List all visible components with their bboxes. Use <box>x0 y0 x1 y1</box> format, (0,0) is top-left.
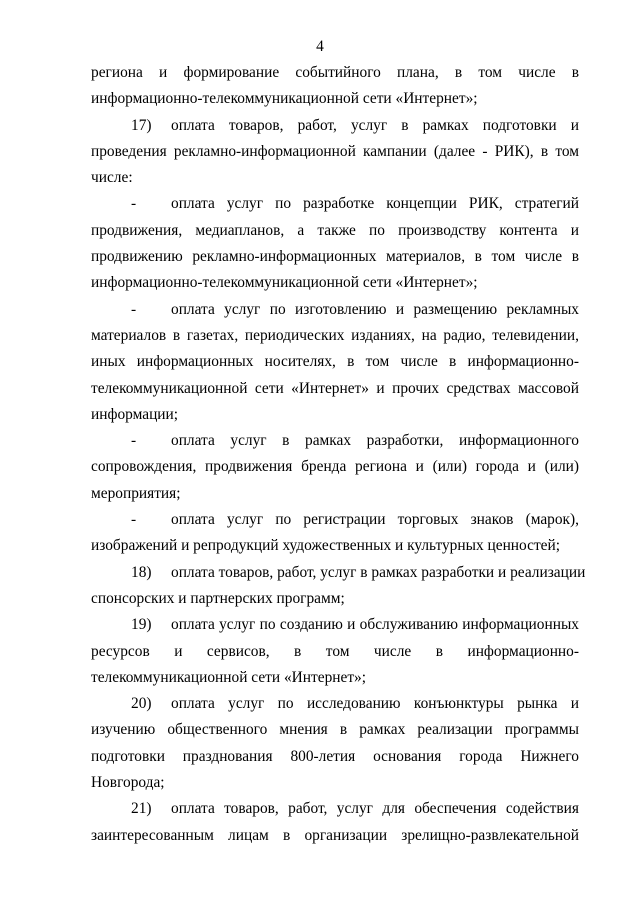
list-item-marker: 20) <box>131 695 152 713</box>
list-item-marker: 17) <box>131 116 152 134</box>
text-line: подготовки празднования 800-летия основания города Нижнего <box>91 747 579 765</box>
text-line: продвижению рекламно-информационных материалов, в том числе в <box>91 248 579 266</box>
list-item-marker: - <box>131 432 137 450</box>
list-item-line <box>91 691 579 717</box>
text-line: информационно-телекоммуникационной сети «Интернет»; <box>91 274 478 292</box>
text-line: изучению общественного мнения в рамках реализации программы <box>91 721 579 739</box>
list-item-marker: - <box>131 300 137 318</box>
list-item-line <box>91 796 579 822</box>
text-line: продвижения, медиапланов, а также по производству контента и <box>91 221 579 239</box>
list-item-line <box>91 612 579 638</box>
text-line: спонсорских и партнерских программ; <box>91 589 345 607</box>
list-item-text: оплата услуг по изготовлению и размещению рекламных <box>171 300 579 318</box>
list-item-text: оплата товаров, работ, услуг для обеспечения содействия <box>171 800 579 818</box>
list-item-text: оплата услуг по созданию и обслуживанию информационных <box>171 616 579 634</box>
text-line: телекоммуникационной сети «Интернет»; <box>91 668 367 686</box>
page-number: 4 <box>316 38 324 55</box>
list-item-text: оплата услуг по разработке концепции РИК, стратегий <box>171 195 579 213</box>
text-line: информационно-телекоммуникационной сети «Интернет»; <box>91 90 478 108</box>
list-item-text: оплата услуг в рамках разработки, информационного <box>171 432 579 450</box>
list-item-marker: 19) <box>131 616 152 634</box>
list-item-text: оплата услуг по регистрации торговых знаков (марок), <box>171 511 579 529</box>
text-line: информации; <box>91 405 179 423</box>
text-line: иных информационных носителях, в том числе в информационно- <box>91 353 579 371</box>
list-item-marker: - <box>131 511 137 529</box>
document-body <box>91 60 586 849</box>
list-item-line <box>91 428 579 454</box>
text-line: числе: <box>91 169 133 187</box>
list-item-marker: 18) <box>131 563 152 581</box>
text-line: мероприятия; <box>91 484 181 502</box>
text-line: сопровождения, продвижения бренда региона и (или) города и (или) <box>91 458 579 476</box>
text-line: региона и формирование событийного плана, в том числе в <box>91 64 579 81</box>
list-item-marker: - <box>131 195 137 213</box>
list-item-line <box>91 297 579 323</box>
list-item-line <box>91 507 579 533</box>
text-line: телекоммуникационной сети «Интернет» и прочих средствах массовой <box>91 379 579 397</box>
list-item-line <box>91 560 586 586</box>
list-item-text: оплата товаров, работ, услуг в рамках разработки и реализации <box>171 563 586 581</box>
text-line: материалов в газетах, периодических изданиях, на радио, телевидении, <box>91 326 579 344</box>
list-item-text: оплата услуг по исследованию конъюнктуры рынка и <box>171 695 579 713</box>
text-line: изображений и репродукций художественных и культурных ценностей; <box>91 537 561 555</box>
list-item-text: оплата товаров, работ, услуг в рамках подготовки и <box>171 116 579 134</box>
text-line: Новгорода; <box>91 774 165 792</box>
text-line: проведения рекламно-информационной кампании (далее - РИК), в том <box>91 142 579 160</box>
text-line: ресурсов и сервисов, в том числе в информационно- <box>91 642 579 660</box>
list-item-marker: 21) <box>131 800 152 818</box>
text-line: заинтересованным лицам в организации зрелищно-развлекательной <box>91 826 579 844</box>
list-item-line <box>91 191 579 217</box>
list-item-line <box>91 113 579 139</box>
